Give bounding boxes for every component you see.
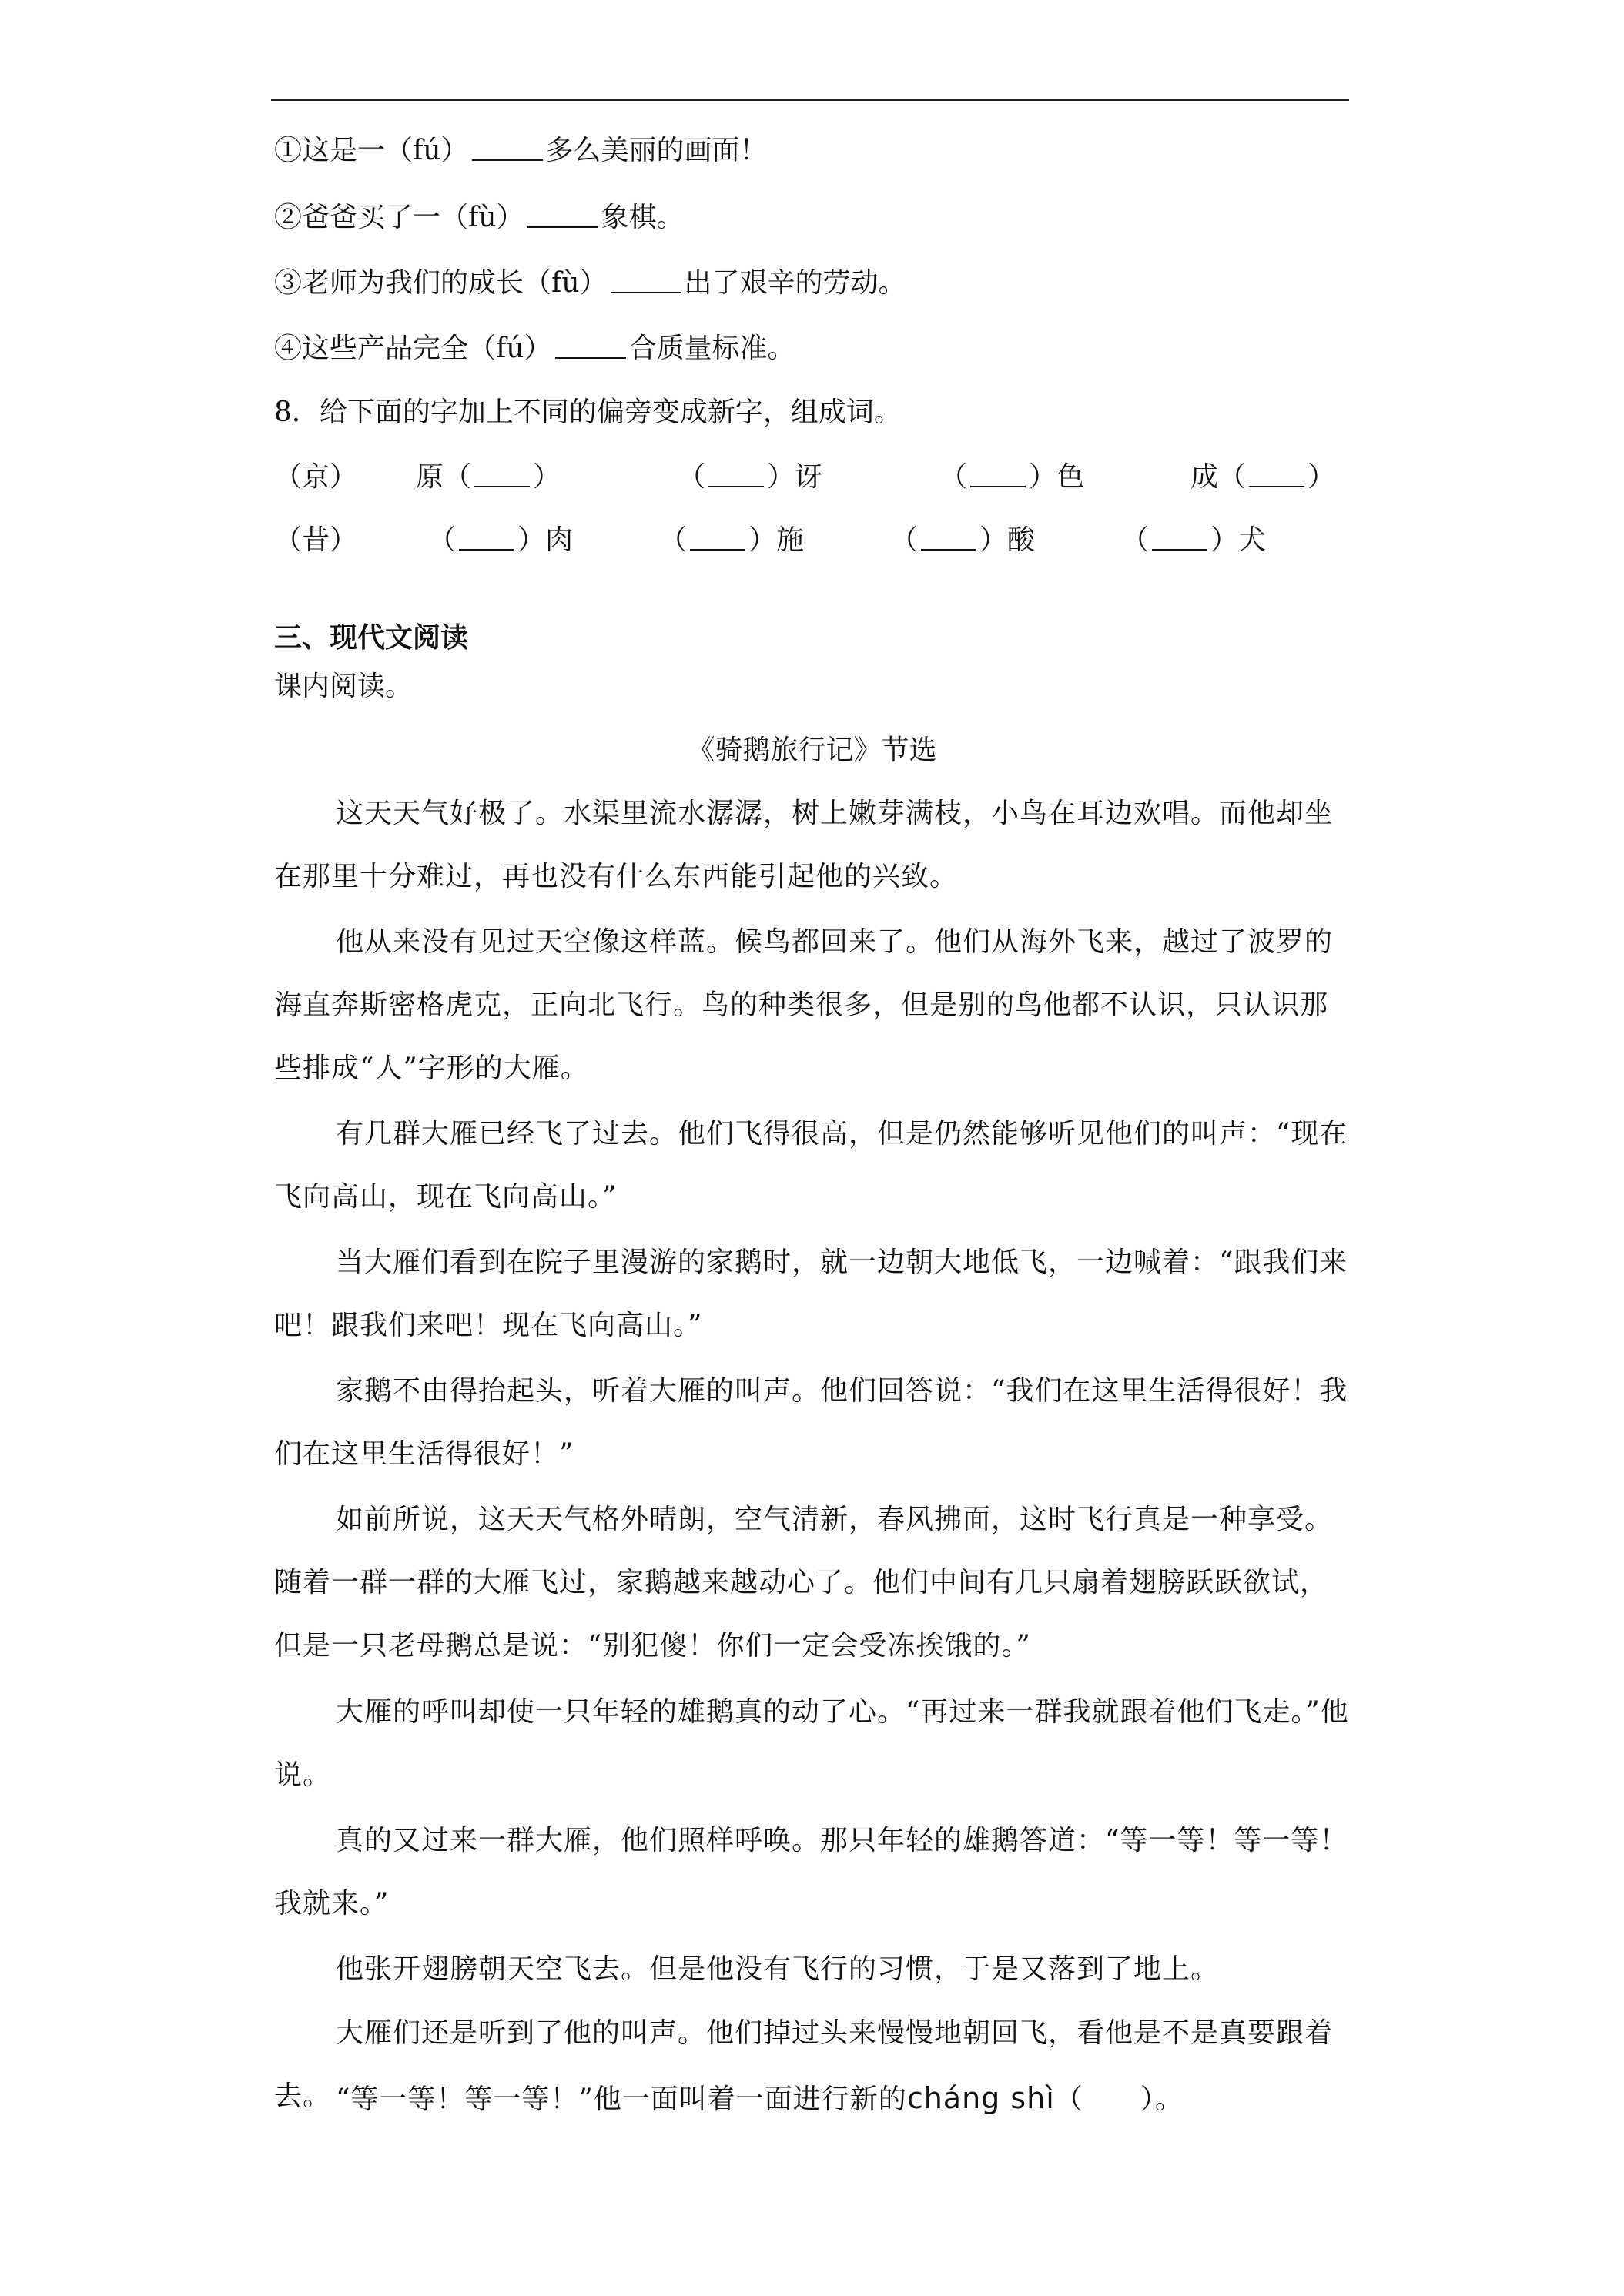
answer-blank[interactable]: [555, 334, 626, 359]
answer-blank[interactable]: [921, 526, 976, 551]
q8-row1-cell3: （ ）色: [939, 461, 1085, 493]
q8-row1-label: （京）: [274, 461, 358, 493]
q7-item-1: ①这是一（fú） 多么美丽的画面！: [274, 135, 768, 166]
answer-blank[interactable]: [611, 269, 681, 293]
q7-item-2: ②爸爸买了一（fù） 象棋。: [274, 202, 685, 233]
answer-blank[interactable]: [1249, 463, 1304, 487]
q7-item-3: ③老师为我们的成长（fù） 出了艰辛的劳动。: [274, 267, 906, 299]
pinyin-hint: cháng shì: [906, 2081, 1055, 2115]
passage-paragraph: 当大雁们看到在院子里漫游的家鹅时，就一边朝大地低飞，一边喊着：“跟我们来吧！跟我们来吧！现在飞向高山。”: [274, 1247, 1348, 1341]
section-heading: 三、现代文阅读: [274, 621, 469, 654]
q8-row1-cell2: （ ）讶: [678, 461, 823, 493]
q8-prompt: 8．给下面的字加上不同的偏旁变成新字，组成词。: [274, 397, 902, 428]
passage-paragraph: 大雁们还是听到了他的叫声。他们掉过头来慢慢地朝回飞，看他是不是真要跟着去。: [274, 2017, 1334, 2112]
section-subheading: 课内阅读。: [274, 671, 414, 702]
answer-blank[interactable]: [472, 136, 543, 161]
answer-blank[interactable]: [474, 463, 530, 487]
q8-row2-cell2: （ ）施: [659, 524, 805, 556]
answer-blank[interactable]: [708, 463, 764, 487]
passage-paragraph: 有几群大雁已经飞了过去。他们飞得很高，但是仍然能够听见他们的叫声：“现在飞向高山，现在飞向高山。”: [274, 1118, 1348, 1213]
answer-blank[interactable]: [970, 463, 1026, 487]
passage-paragraph: 他张开翅膀朝天空飞去。但是他没有飞行的习惯，于是又落到了地上。: [336, 1953, 1220, 1985]
header-rule: [271, 99, 1349, 101]
q8-row1-cell4: 成（ ）: [1190, 461, 1336, 493]
answer-blank[interactable]: [1152, 526, 1207, 551]
passage-last-line: “等一等！等一等！”他一面叫着一面进行新的cháng shì（ ）。: [336, 2081, 1184, 2115]
passage-paragraph: 大雁的呼叫却使一只年轻的雄鹅真的动了心。“再过来一群我就跟着他们飞走。”他说。: [274, 1696, 1349, 1791]
passage-paragraph: 真的又过来一群大雁，他们照样呼唤。那只年轻的雄鹅答道：“等一等！等一等！我就来。”: [274, 1825, 1348, 1919]
answer-blank[interactable]: [527, 203, 598, 228]
passage-paragraph: 家鹅不由得抬起头，听着大雁的叫声。他们回答说：“我们在这里生活得很好！我们在这里生活得很好！”: [274, 1375, 1348, 1470]
q7-item-4: ④这些产品完全（fú） 合质量标准。: [274, 333, 795, 364]
q8-row2-label: （昔）: [274, 524, 358, 556]
q8-row1-cell1: 原（ ）: [416, 461, 561, 493]
answer-blank[interactable]: [459, 526, 514, 551]
passage-paragraph: 如前所说，这天天气格外晴朗，空气清新，春风拂面，这时飞行真是一种享受。随着一群一群的大雁飞过，家鹅越来越动心了。他们中间有几只扇着翅膀跃跃欲试，但是一只老母鹅总是说：“别犯傻！你们一定会受冻挨饿的。”: [274, 1504, 1334, 1662]
q8-row2-cell4: （ ）犬: [1121, 524, 1267, 556]
q8-row2-cell1: （ ）肉: [428, 524, 574, 556]
passage-paragraph: 这天天气好极了。水渠里流水潺潺，树上嫩芽满枝，小鸟在耳边欢唱。而他却坐在那里十分难过，再也没有什么东西能引起他的兴致。: [274, 798, 1334, 892]
answer-blank[interactable]: （ ）。: [1054, 2083, 1184, 2115]
answer-blank[interactable]: [690, 526, 745, 551]
passage-paragraph: 他从来没有见过天空像这样蓝。候鸟都回来了。他们从海外飞来，越过了波罗的海直奔斯密格虎克，正向北飞行。鸟的种类很多，但是别的鸟他都不认识，只认识那些排成“人”字形的大雁。: [274, 926, 1334, 1084]
passage-title: 《骑鹅旅行记》节选: [687, 735, 937, 766]
q8-row2-cell3: （ ）酸: [890, 524, 1036, 556]
